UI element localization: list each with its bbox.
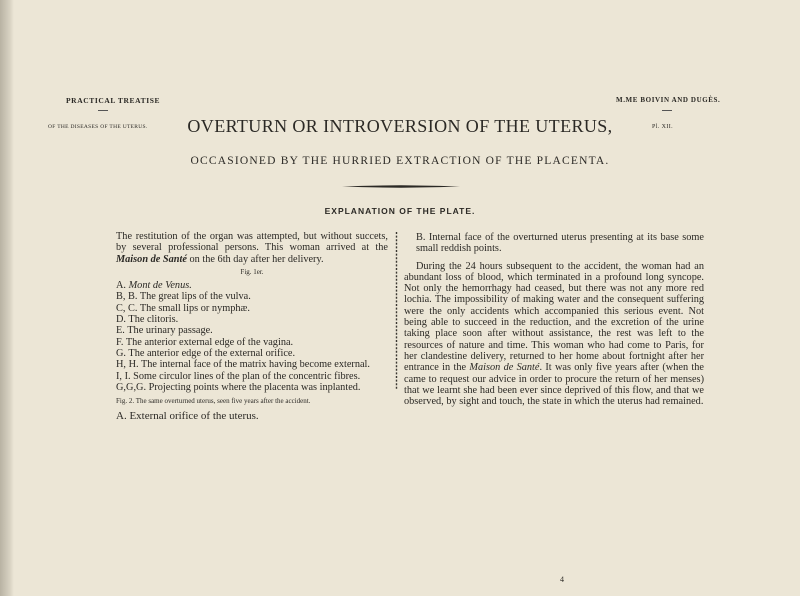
legend-item: E. The urinary passage. <box>116 325 213 337</box>
intro-maison-de-sante: Maison de Santé <box>116 253 187 265</box>
legend-item: I, I. Some circulor lines of the plan of the concentric fibres. <box>116 370 361 382</box>
ornamental-rule <box>342 185 460 188</box>
narrative-maison-de-sante: Maison de Santé <box>469 362 540 374</box>
header-right-dash <box>662 110 672 111</box>
right-column <box>404 232 704 407</box>
footer-mark: 4 <box>560 575 564 584</box>
legend-item: G. The anterior edge of the external orifice. <box>116 347 296 359</box>
legend-item: D. The clitoris. <box>116 314 179 326</box>
header-left-dash <box>98 110 108 111</box>
narrative-text-a: During the 24 hours subsequent to the accident, the woman had an abundant loss of blood, which terminated in a profound long syncope. Not only the hemorrhagy had ceased, but there was not any more red lochia. The impossibility of making water and the consequent suffering were the only accidents which accompanied this serious event. Not being able to succeed in the reduction, and the excretion of the urine taking place soon after without assistance, the rest was left to the resources of nature and time. This woman who had come to Paris, for her clandestine delivery, returned to her home about fortnight after her entrance in the <box>404 260 704 374</box>
legend-item: B, B. The great lips of the vulva. <box>116 291 251 303</box>
explanation-heading: EXPLANATION OF THE PLATE. <box>324 206 476 216</box>
narrative-paragraph <box>404 261 704 408</box>
figure-2-caption: Fig. 2. The same overturned uterus, seen five years after the accident. <box>116 397 311 406</box>
legend-item: G,G,G. Projecting points where the placenta was inplanted. <box>116 381 361 393</box>
legend-item-a <box>116 280 388 291</box>
intro-text-a: The restitution of the organ was attempted, but without succets, by several professional persons. This woman arrived at the <box>116 231 388 254</box>
page-title: OVERTURN OR INTROVERSION OF THE UTERUS, <box>187 116 613 136</box>
header-right-plate-number: Pl. XII. <box>652 124 674 130</box>
column-divider <box>395 232 398 390</box>
header-right-title: M.ME BOIVIN AND DUGÈS. <box>616 96 721 104</box>
narrative-text-b: . It was only five years after (when the came to request our advice in order to procure the return of her menses) that we learnt she had been ever since deprived of this flow, and that we observed, by sight and touch, the state in which the uterus had remained. <box>404 362 704 408</box>
legend-item: H, H. The internal face of the matrix having become external. <box>116 359 370 371</box>
intro-text-b: on the 6th day after her delivery. <box>186 253 324 265</box>
page-subtitle: OCCASIONED BY THE HURRIED EXTRACTION OF THE PLACENTA. <box>190 155 610 167</box>
header-left-subtitle: OF THE DISEASES OF THE UTERUS. <box>48 124 148 130</box>
legend-item: C, C. The small lips or nymphæ. <box>116 302 250 314</box>
figure-2-item-a: A. External orifice of the uterus. <box>116 410 259 423</box>
header-left-title: PRACTICAL TREATISE <box>66 96 161 105</box>
legend-item-b: B. Internal face of the overturned uterus presenting at its base some small reddish points. <box>416 232 704 255</box>
figure-1-label: Fig. 1er. <box>240 267 264 276</box>
left-column <box>116 231 388 423</box>
legend-item-a-letter: A. <box>116 280 129 292</box>
binding-shadow <box>0 0 14 596</box>
intro-paragraph <box>116 231 388 265</box>
legend-item: F. The anterior external edge of the vagina. <box>116 336 294 348</box>
legend-item-a-text: Mont de Venus. <box>128 280 192 292</box>
